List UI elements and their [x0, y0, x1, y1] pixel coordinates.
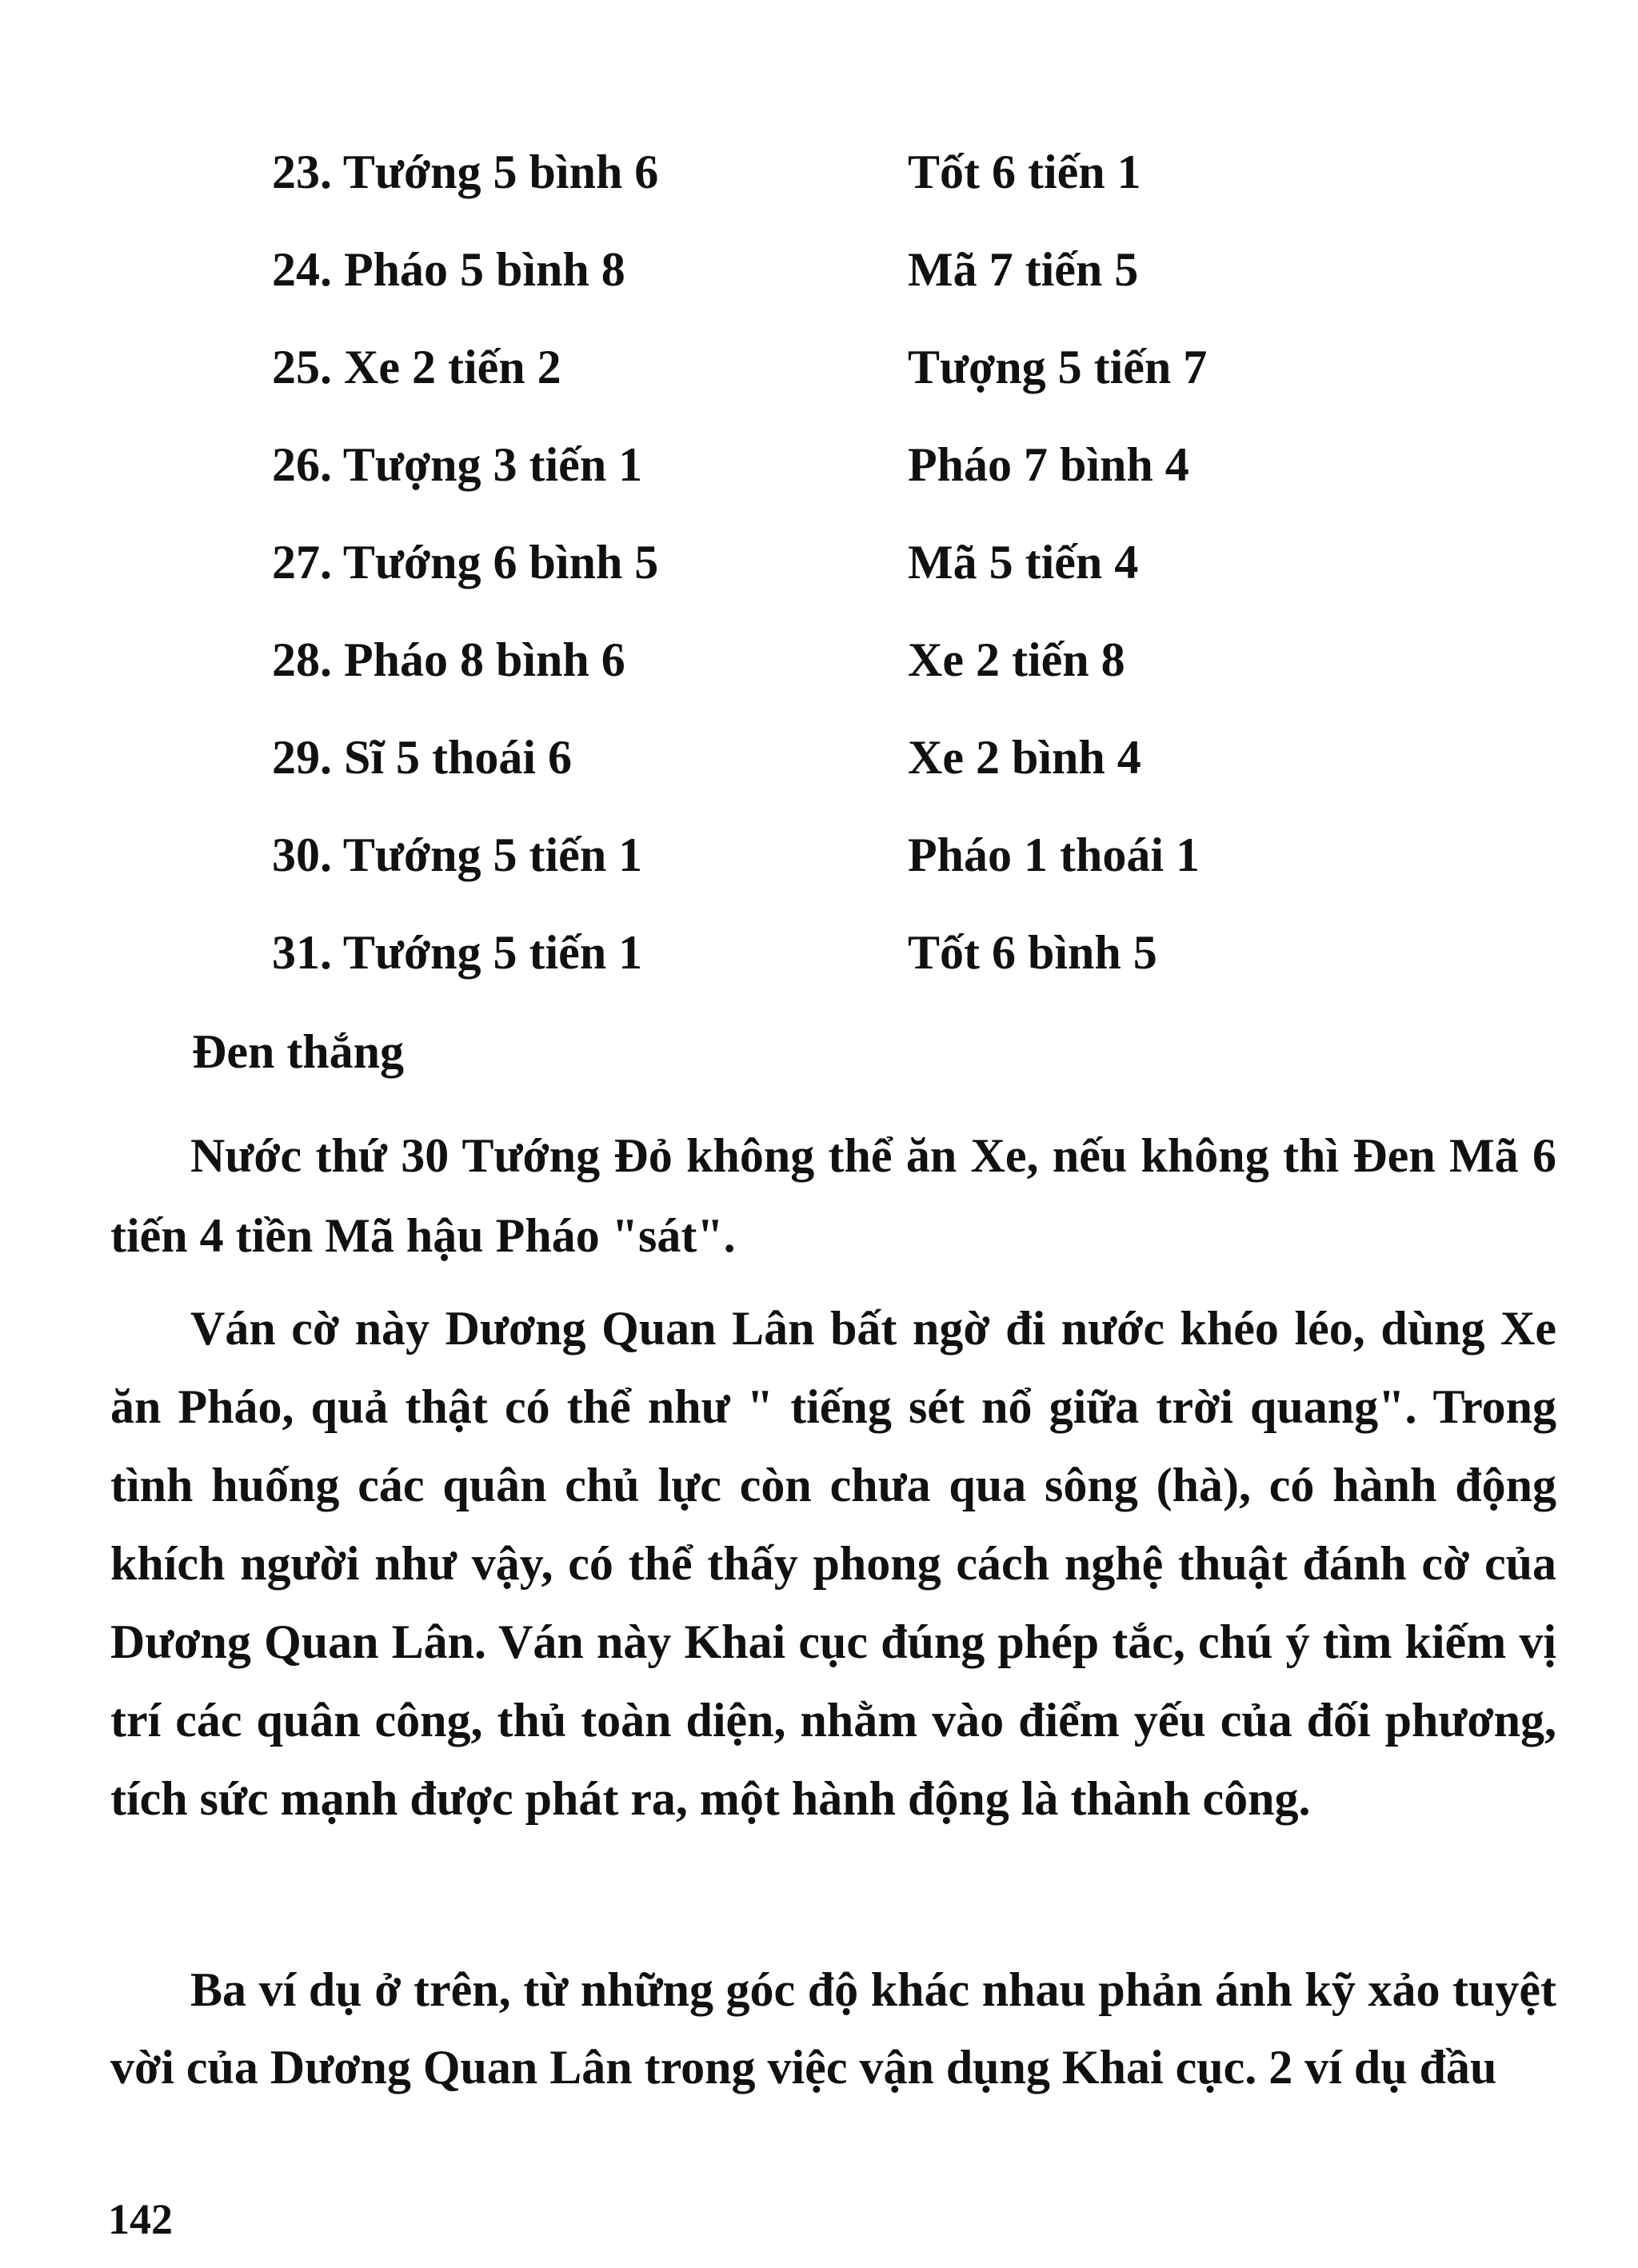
paragraph: Ba ví dụ ở trên, từ những góc độ khác nhau phản ánh kỹ xảo tuyệt vời của Dương Quan Lân trong việc vận dụng Khai cục. 2 ví dụ đầu: [110, 1963, 1556, 2094]
move-black: Tốt 6 tiến 1: [908, 146, 1141, 198]
move-row: [272, 827, 1312, 924]
move-red: 31. Tướng 5 tiến 1: [272, 926, 643, 979]
move-black: Xe 2 bình 4: [908, 731, 1141, 784]
move-row: [272, 437, 1312, 534]
move-row: [272, 632, 1312, 729]
move-black: Pháo 1 thoái 1: [908, 829, 1201, 881]
game-result: Đen thắng: [192, 1025, 405, 1078]
move-black: Pháo 7 bình 4: [908, 438, 1189, 491]
move-red: 28. Pháo 8 bình 6: [272, 633, 625, 686]
move-row: [272, 144, 1312, 242]
paragraph: Ván cờ này Dương Quan Lân bất ngờ đi nước khéo léo, dùng Xe ăn Pháo, quả thật có thể như " tiếng sét nổ giữa trời quang". Trong tình huống các quân chủ lực còn chưa qua sông (hà), có hành động khích người như vậy, có thể thấy phong cách nghệ thuật đánh cờ của Dương Quan Lân. Ván này Khai cục đúng phép tắc, chú ý tìm kiếm vị trí các quân công, thủ toàn diện, nhằm vào điểm yếu của đối phương, tích sức mạnh được phát ra, một hành động là thành công.: [110, 1302, 1556, 1825]
move-red: 29. Sĩ 5 thoái 6: [272, 731, 573, 784]
move-red: 26. Tượng 3 tiến 1: [272, 438, 643, 491]
move-black: Tốt 6 bình 5: [908, 926, 1157, 979]
move-row: [272, 339, 1312, 437]
move-row: [272, 729, 1312, 827]
move-row: [272, 534, 1312, 632]
move-red: 27. Tướng 6 bình 5: [272, 536, 659, 589]
move-row: [272, 924, 1312, 1022]
move-black: Mã 5 tiến 4: [908, 536, 1139, 589]
paragraph: Nước thứ 30 Tướng Đỏ không thể ăn Xe, nếu không thì Đen Mã 6 tiến 4 tiền Mã hậu Pháo "sát".: [110, 1129, 1556, 1262]
move-row: [272, 242, 1312, 339]
move-black: Tượng 5 tiến 7: [908, 341, 1208, 393]
move-black: Xe 2 tiến 8: [908, 633, 1125, 686]
page-number: 142: [108, 2195, 173, 2243]
move-black: Mã 7 tiến 5: [908, 243, 1139, 296]
move-red: 23. Tướng 5 bình 6: [272, 146, 659, 198]
move-list: [272, 144, 1312, 1022]
move-red: 25. Xe 2 tiến 2: [272, 341, 561, 393]
move-red: 24. Pháo 5 bình 8: [272, 243, 625, 296]
move-red: 30. Tướng 5 tiến 1: [272, 829, 643, 881]
